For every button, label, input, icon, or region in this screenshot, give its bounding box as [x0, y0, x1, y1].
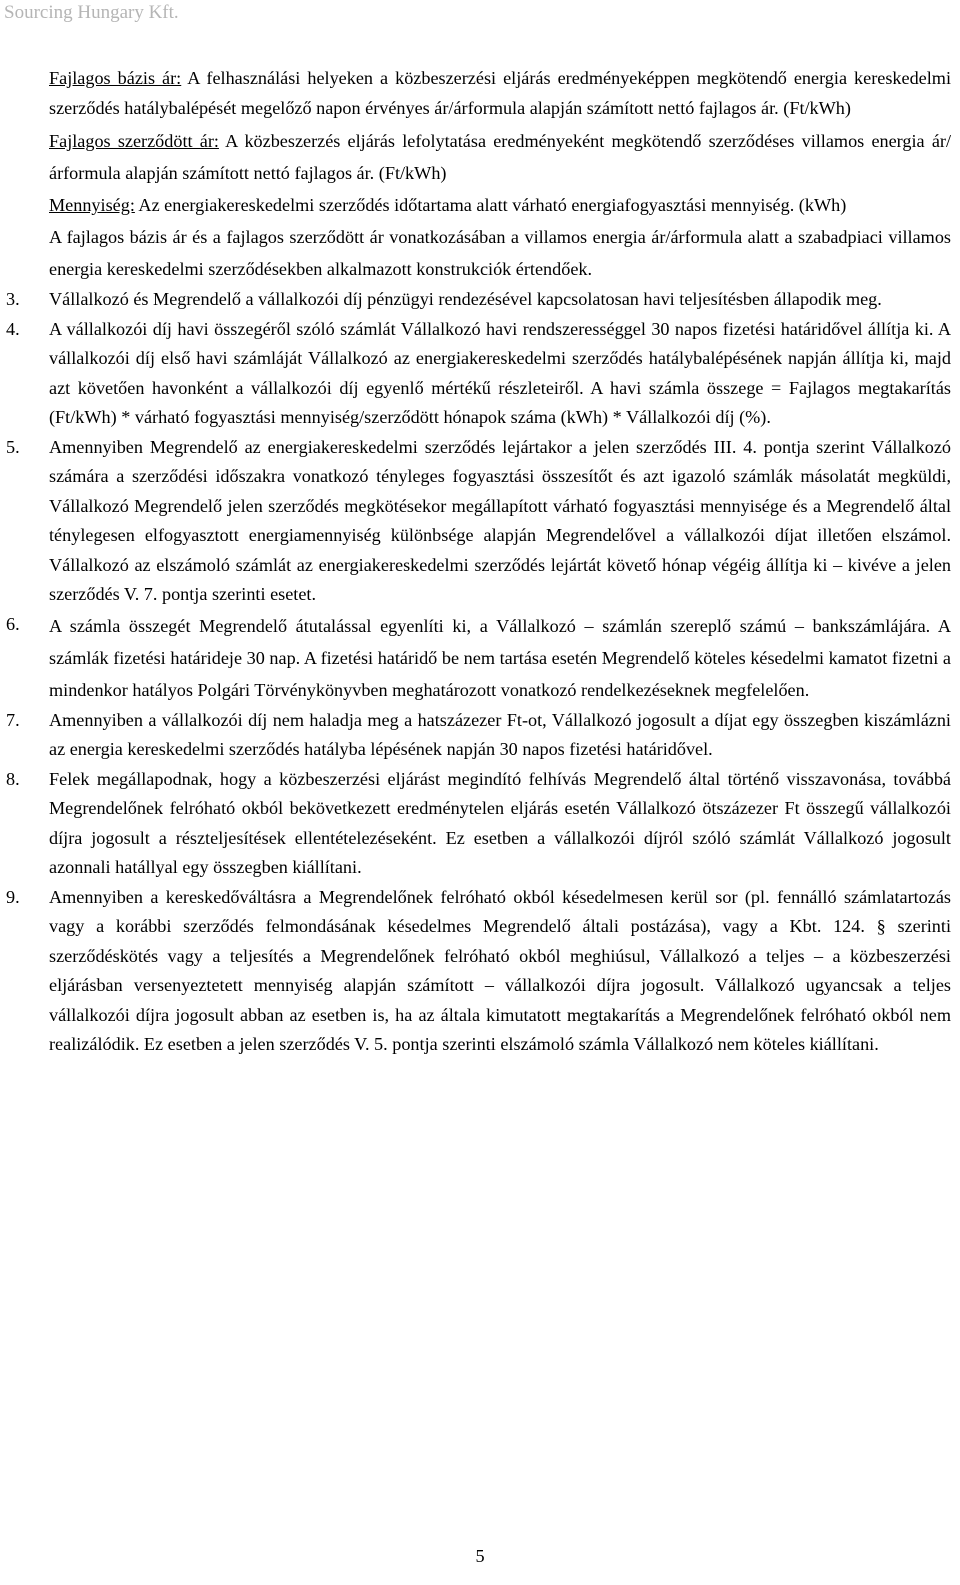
item-number: 9. [6, 886, 20, 907]
list-item [6, 706, 951, 765]
item-text: Amennyiben Megrendelő az energiakereskedelmi szerződés lejártakor a jelen szerződés III. 4. pontja szerint Vállalkozó számára a szerződési időszakra vonatkozó tényleges fogyasztási összesítőt és azt igazoló számlák másolatát megküldi, Vállalkozó Megrendelő jelen szerződés megkötésekor megállapított várható fogyasztási mennyisége és a Megrendelő által ténylegesen elfogyasztott energiamennyiség különbsége alapján Megrendelővel a vállalkozói díjat illetően elszámol. Vállalkozó az elszámoló számlát az energiakereskedelmi szerződés lejártát követő hónap végéig állítja ki – kivéve a jelen szerződés V. 7. pontja szerinti esetet. [49, 436, 951, 604]
item-text: Amennyiben a vállalkozói díj nem haladja meg a hatszázezer Ft-ot, Vállalkozó jogosult a díjat egy összegben kiszámlázni az energia kereskedelmi szerződés hatályba lépésének napján 30 napos fizetési határidővel. [49, 709, 951, 759]
item-number: 5. [6, 436, 20, 457]
item-text: Vállalkozó és Megrendelő a vállalkozói díj pénzügyi rendezésével kapcsolatosan havi teljesítésben állapodik meg. [49, 289, 882, 309]
item-text: A számla összegét Megrendelő átutalással egyenlíti ki, a Vállalkozó – számlán szereplő számú – bankszámlájára. A számlák fizetési határideje 30 nap. A fizetési határidő be nem tartása esetén Megrendelő köteles késedelmi kamatot fizetni a mindenkor hatályos Polgári Törvénykönyvben meghatározott vonatkozó rendelkezéseknek megfelelően. [49, 615, 951, 700]
list-item [6, 610, 951, 706]
page-number: 5 [475, 1546, 485, 1566]
definition-text: A felhasználási helyeken a közbeszerzési eljárás eredményeképpen megkötendő energia kereskedelmi szerződés hatálybalépését megelőző napon érvényes ár/árformula alapján számított nettó fajlagos ár. (Ft/kWh) [49, 68, 951, 118]
list-item [6, 433, 951, 610]
definition-term: Fajlagos szerződött ár: [49, 131, 219, 151]
item-number: 3. [6, 289, 20, 309]
item-number: 4. [6, 318, 20, 339]
item-number: 7. [6, 709, 20, 730]
list-item [6, 285, 951, 315]
list-item [6, 883, 951, 1060]
item-number: 6. [6, 613, 20, 634]
item-number: 8. [6, 768, 20, 789]
definition-text: Az energiakereskedelmi szerződés időtartama alatt várható energiafogyasztási mennyiség. (kWh) [134, 195, 847, 215]
document-body [6, 64, 951, 1060]
list-item [6, 315, 951, 433]
price-note: A fajlagos bázis ár és a fajlagos szerződött ár vonatkozásában a villamos energia ár/árformula alatt a szabadpiaci villamos energia kereskedelmi szerződésekben alkalmazott konstrukciók értendőek. [49, 227, 951, 279]
item-text: Amennyiben a kereskedőváltásra a Megrendelőnek felróható okból késedelmesen kerül sor (pl. fennálló számlatartozás vagy a korábbi szerződés felmondásának késedelmes Megrendelő általi postázása), vagy a Kbt. 124. § szerinti szerződéskötés vagy a teljesítés a Megrendelőnek felróható okból meghiúsul, Vállalkozó a teljes – a közbeszerzési eljárásban versenyeztetett mennyiség alapján számított – vállalkozói díjra jogosult. Vállalkozó ugyancsak a teljes vállalkozói díjra jogosult abban az esetben is, ha az általa kimutatott megtakarítás a Megrendelőnek felróható okból nem realizálódik. Ez esetben a jelen szerződés V. 5. pontja szerinti elszámoló számla Vállalkozó nem köteles kiállítani. [49, 886, 951, 1054]
definition-quantity [49, 189, 951, 221]
watermark: Sourcing Hungary Kft. [4, 2, 179, 23]
definition-text: A közbeszerzés eljárás lefolytatása eredményeként megkötendő szerződéses villamos energia ár/árformula alapján számított nettó fajlagos ár. (Ft/kWh) [49, 131, 951, 183]
definition-base-price [49, 64, 951, 123]
item-text: Felek megállapodnak, hogy a közbeszerzési eljárást megindító felhívás Megrendelő által történő visszavonása, továbbá Megrendelőnek felróható okból bekövetkezett eredménytelen eljárás esetén Vállalkozó ötszázezer Ft összegű vállalkozói díjra jogosult a részteljesítések ellentételezéseként. Ez esetben a vállalkozói díjról szóló számlát Vállalkozó jogosult azonnali hatállyal egy összegben kiállítani. [49, 768, 951, 877]
definition-term: Mennyiség: [49, 195, 135, 215]
list-item [6, 765, 951, 883]
definition-contracted-price [49, 125, 951, 189]
definition-term: Fajlagos bázis ár: [49, 68, 182, 88]
item-text: A vállalkozói díj havi összegéről szóló számlát Vállalkozó havi rendszerességgel 30 napos fizetési határidővel állítja ki. A vállalkozói díj első havi számláját Vállalkozó az energiakereskedelmi szerződés hatálybalépésének napján állítja ki, majd azt követően havonként a vállalkozói díj egyenlő mértékű részleteiről. A havi számla összege = Fajlagos megtakarítás (Ft/kWh) * várható fogyasztási mennyiség/szerződött hónapok száma (kWh) * Vállalkozói díj (%). [49, 318, 951, 427]
